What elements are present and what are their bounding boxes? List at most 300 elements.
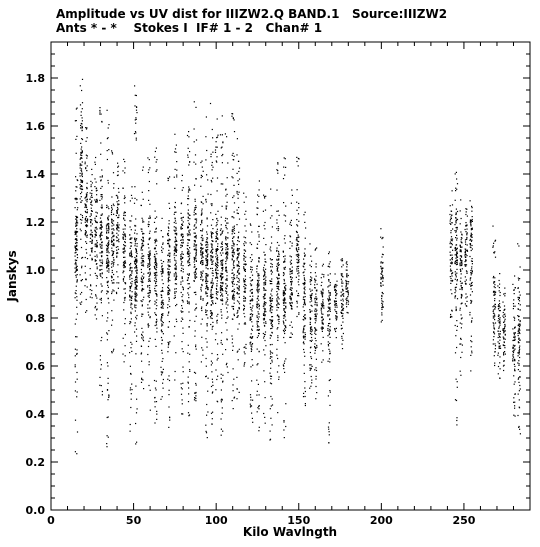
data-point	[135, 317, 136, 318]
data-point	[244, 365, 245, 366]
y-tick-label: 0.2	[25, 456, 45, 469]
data-point	[271, 295, 272, 296]
data-point	[196, 178, 197, 179]
data-point	[75, 293, 76, 294]
data-point	[187, 280, 188, 281]
data-point	[212, 253, 213, 254]
data-point	[189, 234, 190, 235]
data-point	[330, 311, 331, 312]
data-point	[455, 275, 456, 276]
data-point	[194, 261, 195, 262]
data-point	[465, 303, 466, 304]
data-point	[322, 301, 323, 302]
data-point	[142, 243, 143, 244]
data-point	[135, 243, 136, 244]
data-point	[112, 152, 113, 153]
data-point	[305, 296, 306, 297]
data-point	[291, 189, 292, 190]
data-point	[143, 340, 144, 341]
data-point	[143, 264, 144, 265]
data-point	[206, 267, 207, 268]
data-point	[82, 120, 83, 121]
data-point	[328, 290, 329, 291]
data-point	[291, 308, 292, 309]
data-point	[328, 275, 329, 276]
data-point	[82, 102, 83, 103]
data-point	[130, 200, 131, 201]
data-point	[205, 281, 206, 282]
data-point	[311, 331, 312, 332]
data-point	[316, 347, 317, 348]
data-point	[342, 299, 343, 300]
data-point	[270, 344, 271, 345]
data-point	[131, 267, 132, 268]
data-point	[76, 319, 77, 320]
data-point	[277, 260, 278, 261]
data-point	[303, 266, 304, 267]
data-point	[244, 245, 245, 246]
data-point	[202, 273, 203, 274]
data-point	[96, 296, 97, 297]
data-point	[348, 293, 349, 294]
data-point	[210, 294, 211, 295]
data-point	[271, 205, 272, 206]
data-point	[117, 276, 118, 277]
data-point	[227, 311, 228, 312]
data-point	[155, 285, 156, 286]
data-point	[124, 195, 125, 196]
data-point	[226, 278, 227, 279]
data-point	[226, 259, 227, 260]
data-point	[335, 298, 336, 299]
data-point	[99, 112, 100, 113]
data-point	[75, 420, 76, 421]
data-point	[81, 292, 82, 293]
data-point	[329, 314, 330, 315]
data-point	[196, 316, 197, 317]
data-point	[226, 272, 227, 273]
data-point	[270, 328, 271, 329]
data-point	[212, 241, 213, 242]
data-point	[135, 266, 136, 267]
data-point	[450, 220, 451, 221]
data-point	[189, 287, 190, 288]
data-point	[305, 238, 306, 239]
data-point	[135, 310, 136, 311]
data-point	[460, 343, 461, 344]
data-point	[207, 179, 208, 180]
data-point	[130, 407, 131, 408]
data-point	[156, 263, 157, 264]
data-point	[467, 244, 468, 245]
data-point	[336, 290, 337, 291]
data-point	[278, 254, 279, 255]
data-point	[315, 329, 316, 330]
data-point	[76, 267, 77, 268]
data-point	[238, 232, 239, 233]
data-point	[222, 162, 223, 163]
data-point	[99, 235, 100, 236]
data-point	[155, 218, 156, 219]
data-point	[176, 263, 177, 264]
data-point	[216, 253, 217, 254]
data-point	[87, 211, 88, 212]
data-point	[222, 344, 223, 345]
data-point	[380, 277, 381, 278]
data-point	[135, 294, 136, 295]
data-point	[176, 234, 177, 235]
data-point	[217, 273, 218, 274]
data-point	[283, 322, 284, 323]
data-point	[136, 260, 137, 261]
data-point	[111, 229, 112, 230]
data-point	[154, 267, 155, 268]
data-point	[289, 268, 290, 269]
data-point	[176, 288, 177, 289]
data-point	[122, 237, 123, 238]
data-point	[212, 287, 213, 288]
data-point	[80, 274, 81, 275]
data-point	[85, 211, 86, 212]
data-point	[321, 308, 322, 309]
data-point	[451, 239, 452, 240]
data-point	[111, 325, 112, 326]
data-point	[117, 246, 118, 247]
data-point	[277, 301, 278, 302]
data-point	[134, 233, 135, 234]
data-point	[222, 259, 223, 260]
data-point	[256, 289, 257, 290]
data-point	[222, 354, 223, 355]
data-point	[222, 244, 223, 245]
data-point	[284, 315, 285, 316]
data-point	[130, 226, 131, 227]
data-point	[277, 286, 278, 287]
data-point	[212, 385, 213, 386]
data-point	[263, 279, 264, 280]
data-point	[298, 203, 299, 204]
data-point	[124, 202, 125, 203]
data-point	[134, 267, 135, 268]
data-point	[102, 196, 103, 197]
data-point	[317, 305, 318, 306]
data-point	[263, 195, 264, 196]
data-point	[290, 289, 291, 290]
data-point	[176, 145, 177, 146]
data-point	[304, 288, 305, 289]
data-point	[226, 206, 227, 207]
data-point	[113, 350, 114, 351]
data-point	[216, 231, 217, 232]
data-point	[195, 246, 196, 247]
data-point	[86, 141, 87, 142]
data-point	[210, 212, 211, 213]
data-point	[108, 272, 109, 273]
data-point	[112, 282, 113, 283]
data-point	[227, 246, 228, 247]
data-point	[168, 290, 169, 291]
data-point	[292, 327, 293, 328]
data-point	[85, 234, 86, 235]
data-point	[142, 276, 143, 277]
data-point	[194, 292, 195, 293]
data-point	[183, 187, 184, 188]
data-point	[195, 272, 196, 273]
data-point	[175, 212, 176, 213]
data-point	[245, 322, 246, 323]
data-point	[232, 295, 233, 296]
data-point	[200, 289, 201, 290]
data-point	[182, 277, 183, 278]
data-point	[201, 307, 202, 308]
data-point	[322, 314, 323, 315]
data-point	[239, 179, 240, 180]
data-point	[169, 259, 170, 260]
data-point	[200, 186, 201, 187]
data-point	[149, 290, 150, 291]
data-point	[148, 323, 149, 324]
data-point	[239, 290, 240, 291]
data-point	[245, 344, 246, 345]
data-point	[221, 389, 222, 390]
data-point	[162, 218, 163, 219]
data-point	[233, 249, 234, 250]
data-point	[343, 300, 344, 301]
data-point	[451, 263, 452, 264]
data-point	[213, 233, 214, 234]
data-point	[225, 253, 226, 254]
data-point	[256, 268, 257, 269]
data-point	[195, 199, 196, 200]
data-point	[155, 276, 156, 277]
data-point	[124, 282, 125, 283]
data-point	[156, 411, 157, 412]
data-point	[150, 250, 151, 251]
data-point	[296, 210, 297, 211]
data-point	[108, 261, 109, 262]
data-point	[264, 228, 265, 229]
data-point	[303, 342, 304, 343]
data-point	[383, 293, 384, 294]
data-point	[298, 247, 299, 248]
data-point	[206, 237, 207, 238]
data-point	[270, 258, 271, 259]
data-point	[216, 162, 217, 163]
data-point	[227, 339, 228, 340]
data-point	[284, 258, 285, 259]
data-point	[82, 180, 83, 181]
data-point	[232, 255, 233, 256]
data-point	[315, 294, 316, 295]
data-point	[86, 224, 87, 225]
data-point	[124, 266, 125, 267]
data-point	[77, 274, 78, 275]
data-point	[322, 320, 323, 321]
data-point	[117, 229, 118, 230]
data-point	[207, 264, 208, 265]
data-point	[329, 297, 330, 298]
data-point	[141, 239, 142, 240]
data-point	[201, 248, 202, 249]
data-point	[297, 266, 298, 267]
data-point	[135, 276, 136, 277]
data-point	[290, 241, 291, 242]
data-point	[336, 315, 337, 316]
data-point	[450, 314, 451, 315]
data-point	[460, 223, 461, 224]
data-point	[314, 304, 315, 305]
data-point	[100, 154, 101, 155]
data-point	[100, 218, 101, 219]
data-point	[250, 269, 251, 270]
data-point	[188, 220, 189, 221]
data-point	[188, 195, 189, 196]
data-point	[175, 260, 176, 261]
data-point	[304, 387, 305, 388]
data-point	[189, 190, 190, 191]
data-point	[116, 293, 117, 294]
data-point	[86, 127, 87, 128]
data-point	[271, 215, 272, 216]
data-point	[277, 307, 278, 308]
data-point	[106, 267, 107, 268]
data-point	[296, 157, 297, 158]
data-point	[101, 385, 102, 386]
data-point	[175, 264, 176, 265]
data-point	[310, 276, 311, 277]
data-point	[149, 295, 150, 296]
data-point	[456, 239, 457, 240]
data-point	[321, 277, 322, 278]
data-point	[149, 159, 150, 160]
data-point	[263, 413, 264, 414]
data-point	[460, 269, 461, 270]
data-point	[207, 317, 208, 318]
data-point	[252, 343, 253, 344]
data-point	[86, 237, 87, 238]
data-point	[182, 175, 183, 176]
data-point	[271, 383, 272, 384]
data-point	[264, 255, 265, 256]
data-point	[80, 219, 81, 220]
data-point	[257, 323, 258, 324]
data-point	[205, 255, 206, 256]
data-point	[342, 273, 343, 274]
data-point	[116, 257, 117, 258]
data-point	[456, 307, 457, 308]
data-point	[315, 322, 316, 323]
data-point	[257, 307, 258, 308]
data-point	[217, 177, 218, 178]
data-point	[129, 295, 130, 296]
data-point	[244, 225, 245, 226]
data-point	[211, 386, 212, 387]
data-point	[154, 248, 155, 249]
data-point	[155, 240, 156, 241]
data-point	[77, 266, 78, 267]
data-point	[264, 196, 265, 197]
data-point	[257, 363, 258, 364]
data-point	[136, 251, 137, 252]
data-point	[290, 261, 291, 262]
data-point	[252, 359, 253, 360]
data-point	[236, 154, 237, 155]
data-point	[237, 287, 238, 288]
data-point	[189, 303, 190, 304]
data-point	[233, 294, 234, 295]
data-point	[341, 281, 342, 282]
data-point	[201, 275, 202, 276]
data-point	[245, 257, 246, 258]
data-point	[116, 250, 117, 251]
data-point	[462, 345, 463, 346]
data-point	[189, 230, 190, 231]
data-point	[142, 281, 143, 282]
data-point	[76, 202, 77, 203]
data-point	[451, 293, 452, 294]
data-point	[243, 298, 244, 299]
data-point	[187, 227, 188, 228]
data-point	[456, 209, 457, 210]
data-point	[202, 355, 203, 356]
data-point	[457, 280, 458, 281]
data-point	[258, 292, 259, 293]
data-point	[176, 241, 177, 242]
data-point	[457, 381, 458, 382]
data-point	[124, 257, 125, 258]
data-point	[310, 284, 311, 285]
data-point	[163, 248, 164, 249]
data-point	[163, 379, 164, 380]
data-point	[181, 235, 182, 236]
data-point	[310, 295, 311, 296]
data-point	[113, 205, 114, 206]
data-point	[182, 190, 183, 191]
data-point	[187, 274, 188, 275]
data-point	[176, 276, 177, 277]
data-point	[336, 337, 337, 338]
data-point	[222, 206, 223, 207]
data-point	[196, 207, 197, 208]
data-point	[176, 269, 177, 270]
data-point	[322, 274, 323, 275]
data-point	[118, 288, 119, 289]
data-point	[132, 281, 133, 282]
data-point	[225, 189, 226, 190]
data-point	[81, 157, 82, 158]
data-point	[148, 312, 149, 313]
data-point	[162, 331, 163, 332]
data-point	[245, 271, 246, 272]
data-point	[85, 312, 86, 313]
data-point	[201, 337, 202, 338]
data-point	[215, 147, 216, 148]
data-point	[201, 258, 202, 259]
data-point	[75, 139, 76, 140]
data-point	[123, 278, 124, 279]
data-point	[101, 283, 102, 284]
data-point	[124, 241, 125, 242]
data-point	[108, 330, 109, 331]
data-point	[343, 264, 344, 265]
data-point	[233, 217, 234, 218]
data-point	[85, 127, 86, 128]
data-point	[212, 322, 213, 323]
data-point	[234, 303, 235, 304]
data-point	[232, 177, 233, 178]
data-point	[141, 328, 142, 329]
data-point	[176, 228, 177, 229]
